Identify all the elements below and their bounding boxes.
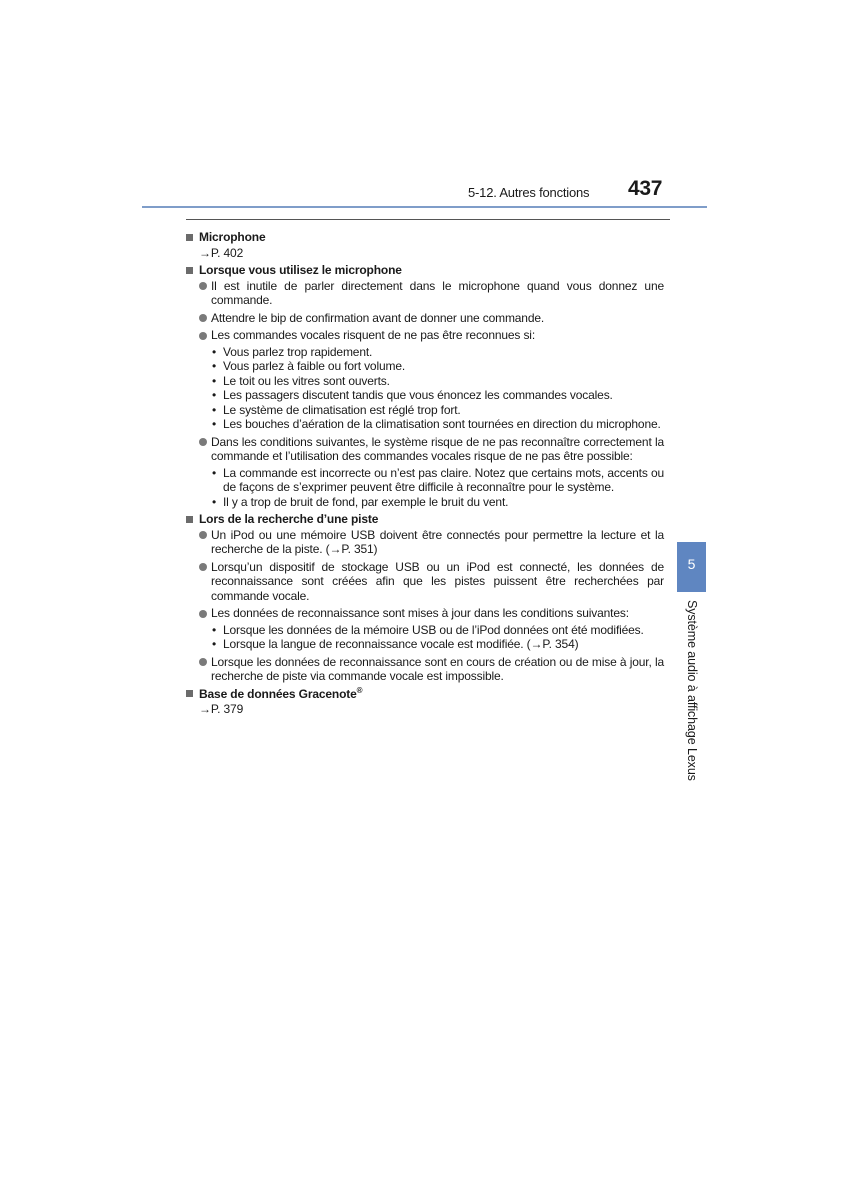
sub-item: • Les bouches d’aération de la climatisation sont tournées en direction du microphone. [212, 417, 661, 431]
page-content [186, 227, 664, 720]
sub-item: • Vous parlez trop rapidement. [212, 344, 373, 359]
chapter-number: 5 [687, 556, 696, 572]
sub-list [186, 466, 664, 510]
header-divider [186, 219, 670, 220]
round-bullet-icon [199, 563, 207, 571]
bullet-item: Lorsque les données de reconnaissance sont en cours de création ou de mise à jour, la recherche de piste via commande vocale est impossible. [186, 655, 664, 684]
round-bullet-icon [199, 282, 207, 290]
square-bullet-icon [186, 690, 193, 697]
sub-item: • Les passagers discutent tandis que vous énoncez les commandes vocales. [212, 388, 613, 402]
square-bullet-icon [186, 267, 193, 274]
sub-list [186, 345, 664, 432]
round-bullet-icon [199, 438, 207, 446]
section-heading: Base de données Gracenote® [186, 687, 664, 702]
sub-item: • Lorsque la langue de reconnaissance vocale est modifiée. (→P. 354) [212, 637, 579, 651]
bullet-item: Attendre le bip de confirmation avant de donner une commande. [186, 311, 664, 326]
bullet-item: Il est inutile de parler directement dans le microphone quand vous donnez une commande. [186, 279, 664, 308]
section-heading: Lorsque vous utilisez le microphone [186, 263, 664, 278]
page-reference[interactable]: →P. 379 [199, 702, 244, 716]
page-number: 437 [628, 177, 663, 200]
bullet-item: Les données de reconnaissance sont mises à jour dans les conditions suivantes: [186, 606, 664, 621]
sub-item: • Lorsque les données de la mémoire USB ou de l’iPod données ont été modifiées. [212, 622, 644, 637]
bullet-item: Un iPod ou une mémoire USB doivent être connectés pour permettre la lecture et la recherche de la piste. (→P. 351) [186, 528, 664, 557]
sub-item: • Le système de climatisation est réglé trop fort. [212, 402, 461, 417]
section-heading: Microphone [186, 230, 664, 245]
bullet-item: Lorsqu’un dispositif de stockage USB ou un iPod est connecté, les données de reconnaissance sont créées afin que les pistes puissent être recherchées par commande vocale. [186, 560, 664, 604]
header-rule [142, 206, 707, 208]
sub-item: • Il y a trop de bruit de fond, par exemple le bruit du vent. [212, 494, 509, 509]
registered-mark: ® [356, 685, 363, 695]
section-heading: Lors de la recherche d’une piste [186, 512, 664, 527]
sub-item: • Le toit ou les vitres sont ouverts. [212, 373, 390, 388]
round-bullet-icon [199, 610, 207, 618]
sub-item: • Vous parlez à faible ou fort volume. [212, 359, 406, 373]
round-bullet-icon [199, 314, 207, 322]
sub-item: • La commande est incorrecte ou n’est pas claire. Notez que certains mots, accents ou de façons de s’exprimer peuvent être difficile à reconnaître pour le système. [212, 465, 664, 494]
round-bullet-icon [199, 531, 207, 539]
bullet-item: Les commandes vocales risquent de ne pas être reconnues si: [186, 328, 664, 343]
bullet-item: Dans les conditions suivantes, le système risque de ne pas reconnaître correctement la commande et l’utilisation des commandes vocales risque de ne pas être possible: [186, 435, 664, 464]
round-bullet-icon [199, 658, 207, 666]
page-reference[interactable]: →P. 402 [199, 245, 244, 260]
round-bullet-icon [199, 332, 207, 340]
square-bullet-icon [186, 234, 193, 241]
chapter-label-text: Système audio à affichage Lexus [685, 600, 699, 781]
chapter-label [684, 600, 704, 800]
square-bullet-icon [186, 516, 193, 523]
section-title: 5-12. Autres fonctions [468, 185, 590, 200]
chapter-tab[interactable] [677, 542, 706, 592]
sub-list [186, 623, 664, 652]
